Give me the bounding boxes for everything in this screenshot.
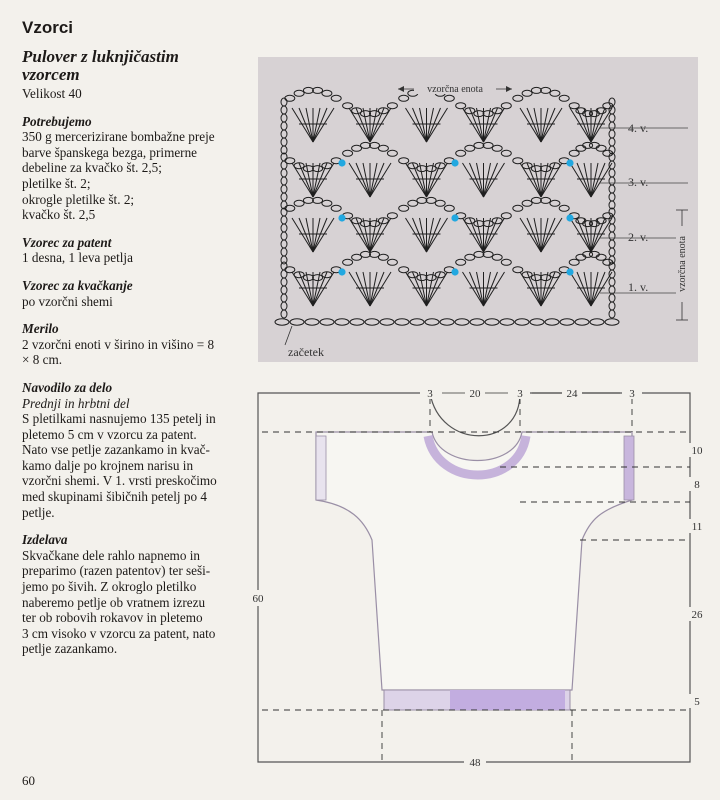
heading-izdelava: Izdelava (22, 532, 68, 548)
text-line: jemo po šivih. Z okroglo pletilko (22, 579, 197, 595)
pattern-title-line: Pulover z luknjičastim (22, 47, 179, 66)
width-top-label: 24 (566, 388, 578, 400)
text-line: × 8 cm. (22, 352, 63, 368)
pattern-title-line: vzorcem (22, 65, 80, 84)
width-top-label: 3 (629, 388, 635, 400)
start-marker (451, 268, 458, 275)
crochet-chart (258, 57, 698, 362)
waistband-shade (450, 690, 565, 710)
text-line: 2 vzorčni enoti v širino in višino = 8 (22, 336, 215, 352)
text-line: pletemo 5 cm v vzorcu za patent. (22, 426, 197, 442)
heading-navodilo: Navodilo za delo (22, 379, 113, 395)
start-label: začetek (288, 345, 324, 359)
start-marker (338, 159, 345, 166)
text-line: petlje. (22, 504, 55, 520)
start-marker (338, 214, 345, 221)
text-line: S pletilkami nasnujemo 135 petelj in (22, 411, 216, 427)
heading-vzorec-kvackanje: Vzorec za kvačkanje (22, 277, 133, 293)
sleeve-cuff-right (624, 436, 634, 500)
heading-vzorec-patent: Vzorec za patent (22, 234, 112, 250)
start-marker (451, 159, 458, 166)
text-line: pletilke št. 2; (22, 175, 91, 191)
text-line: barve španskega bezga, primerne (22, 144, 198, 160)
text-line: med skupinami šibičnih petelj po 4 (22, 489, 207, 505)
text-line: kamo dalje po krojnem narisu in (22, 457, 194, 473)
start-marker (566, 268, 573, 275)
height-right-label: 8 (694, 479, 700, 491)
text-line: debeline za kvačko št. 2,5; (22, 160, 162, 176)
width-top-label: 20 (469, 388, 481, 400)
start-marker (566, 159, 573, 166)
width-top-label: 3 (517, 388, 523, 400)
text-line: Skvačkane dele rahlo napnemo in (22, 547, 200, 563)
height-right-label: 11 (691, 521, 703, 533)
text-line: 3 cm visoko v vzorcu za patent, nato (22, 625, 216, 641)
text-line: okrogle pletilke št. 2; (22, 191, 135, 207)
height-right-label: 26 (691, 609, 703, 621)
start-marker (451, 214, 458, 221)
garment-schematic (249, 385, 704, 769)
height-right-label: 10 (691, 445, 703, 457)
row-label: 1. v. (628, 280, 649, 294)
sleeve-cuff-left (316, 436, 326, 500)
text-line: po vzorčni shemi (22, 293, 113, 309)
unit-label-vertical: vzorčna enota (677, 236, 688, 292)
row-label: 2. v. (628, 230, 649, 244)
text-line: 350 g mercerizirane bombažne preje (22, 129, 215, 145)
start-marker (338, 268, 345, 275)
unit-label: vzorčna enota (427, 84, 483, 95)
text-line: vzorčni shemi. V 1. vrsti preskočimo (22, 473, 217, 489)
text-line: petlje zazankamo. (22, 641, 118, 657)
height-left-label: 60 (252, 593, 264, 605)
text-line: kvačko št. 2,5 (22, 207, 96, 223)
row-label: 3. v. (628, 175, 649, 189)
section-title: Vzorci (22, 18, 74, 37)
height-right-label: 5 (694, 696, 700, 708)
width-bottom-label: 48 (469, 757, 481, 769)
page-number: 60 (22, 773, 35, 788)
heading-potrebujemo: Potrebujemo (22, 113, 92, 129)
text-line: ter ob robovih rokavov in pletemo (22, 610, 203, 626)
text-line: Nato vse petlje zazankamo in kvač- (22, 442, 210, 458)
text-line: preparimo (razen patentov) ter seši- (22, 563, 211, 579)
text-line: naberemo petlje ob vratnem izrezu (22, 594, 206, 610)
row-label: 4. v. (628, 121, 649, 135)
text-line: 1 desna, 1 leva petlja (22, 250, 133, 266)
start-marker (566, 214, 573, 221)
subheading-navodilo: Prednji in hrbtni del (22, 395, 130, 411)
width-top-label: 3 (427, 388, 433, 400)
chart-background (258, 57, 698, 362)
heading-merilo: Merilo (22, 321, 59, 337)
size-label: Velikost 40 (22, 86, 82, 101)
